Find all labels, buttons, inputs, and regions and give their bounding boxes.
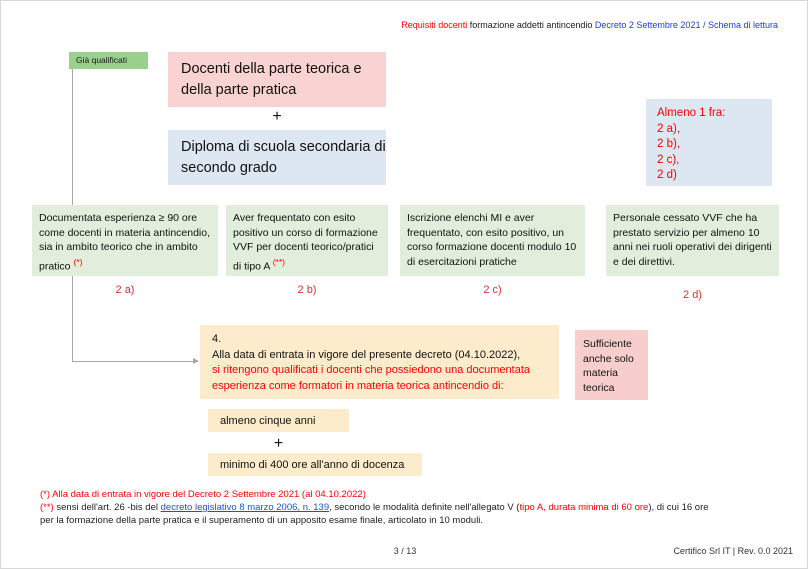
almeno-title: Almeno 1 fra: xyxy=(657,107,726,119)
connector-horizontal-line xyxy=(72,361,194,362)
footnote-star-date: al 04.10.2022 xyxy=(305,489,363,500)
footnote-doublestar-text-a: sensi dell'art. 26 -bis del xyxy=(53,502,161,513)
label-2d: 2 d) xyxy=(683,289,702,301)
requirement-2d-text: Personale cessato VVF che ha prestato servizio per almeno 10 anni nei ruoli operativi dei dirigenti e dei direttivi. xyxy=(613,212,772,268)
box-diploma-label: Diploma di scuola secondaria di secondo grado xyxy=(181,139,386,176)
almeno-item-0: 2 a), xyxy=(657,122,681,135)
badge-gia-qualificati xyxy=(69,52,148,69)
footnote-doublestar-marker: (**) xyxy=(40,502,54,513)
header-title-blue: Decreto 2 Settembre 2021 / Schema di lettura xyxy=(594,20,778,30)
box-sufficiente-materia-teorica xyxy=(575,330,648,400)
almeno-item-1: 2 b), xyxy=(657,138,681,150)
label-2c: 2 c) xyxy=(483,284,502,296)
connector-arrow-icon xyxy=(193,358,199,364)
box-requirement-2b xyxy=(226,205,388,276)
clause-4-number: 4. xyxy=(212,333,222,345)
footnotes-block xyxy=(40,488,780,527)
box-requirement-2c xyxy=(400,205,585,276)
condition-ore-label: minimo di 400 ore all'anno di docenza xyxy=(220,459,405,471)
header-title-black: formazione addetti antincendio xyxy=(467,20,595,30)
footer-credit: Certifico Srl IT | Rev. 0.0 2021 xyxy=(673,546,793,556)
footnote-doublestar-red: tipo A, durata minima di 60 ore xyxy=(519,502,649,513)
clause-4-line-3: esperienza come formatori in materia teorica antincendio di: xyxy=(212,379,504,392)
box-docenti-label: Docenti della parte teorica e della parte pratica xyxy=(181,61,362,98)
footnote-star-line xyxy=(40,488,780,501)
label-2a: 2 a) xyxy=(115,284,135,296)
footnote-marker-double-star: (**) xyxy=(272,256,285,267)
footnote-star-marker: (*) xyxy=(40,489,51,500)
footer-page-number: 3 / 13 xyxy=(393,546,417,556)
plus-sign-conditions: + xyxy=(273,435,284,452)
side-note-text: Sufficiente anche solo materia teorica xyxy=(583,338,634,394)
footnote-star-close: ) xyxy=(362,489,366,500)
label-2b: 2 b) xyxy=(297,284,317,296)
box-condition-ore xyxy=(208,453,422,476)
almeno-item-2: 2 c), xyxy=(657,153,680,166)
box-almeno-1-fra xyxy=(646,99,772,186)
box-diploma-scuola xyxy=(168,130,386,185)
requirement-2b-text: Aver frequentato con esito positivo un corso di formazione VVF per docenti teorico/pratici di tipo A xyxy=(233,212,378,272)
box-clause-4 xyxy=(200,325,559,399)
footnote-marker-star: (*) xyxy=(73,256,83,267)
footnote-doublestar-text-b: , secondo le modalità definite nell'allegato V ( xyxy=(329,502,520,513)
footnote-doublestar-line-2: per la formazione della parte pratica e il superamento di un apposito esame finale, articolato in 10 moduli. xyxy=(40,515,484,526)
condition-anni-label: almeno cinque anni xyxy=(220,415,316,427)
clause-4-line-1: Alla data di entrata in vigore del presente decreto (04.10.2022), xyxy=(212,348,521,361)
badge-label: Già qualificati xyxy=(76,55,128,65)
box-condition-anni xyxy=(208,409,349,432)
requirement-2a-text: Documentata esperienza ≥ 90 ore come docenti in materia antincendio, sia in ambito teorico che in ambito pratico xyxy=(39,212,211,272)
box-requirement-2a xyxy=(32,205,218,276)
footnote-star-text: Alla data di entrata in vigore del Decreto 2 Settembre 2021 ( xyxy=(50,489,306,500)
footnote-doublestar-text-c: ), di cui 16 ore xyxy=(648,502,709,513)
box-requirement-2d xyxy=(606,205,779,276)
requirement-2c-text: Iscrizione elenchi MI e aver frequentato, con esito positivo, un corso formazione docenti modulo 10 di esercitazioni pratiche xyxy=(407,212,577,268)
footnote-doublestar-line xyxy=(40,501,780,514)
header-title-red: Requisiti docenti xyxy=(401,20,468,30)
plus-sign-top: + xyxy=(272,108,282,125)
clause-4-line-2: si ritengono qualificati i docenti che possiedono una documentata xyxy=(212,364,530,376)
page-header xyxy=(1,20,792,31)
box-docenti-teorica-pratica xyxy=(168,52,386,107)
footnote-decreto-link[interactable]: decreto legislativo 8 marzo 2006, n. 139 xyxy=(160,502,330,513)
almeno-item-3: 2 d) xyxy=(657,169,677,181)
